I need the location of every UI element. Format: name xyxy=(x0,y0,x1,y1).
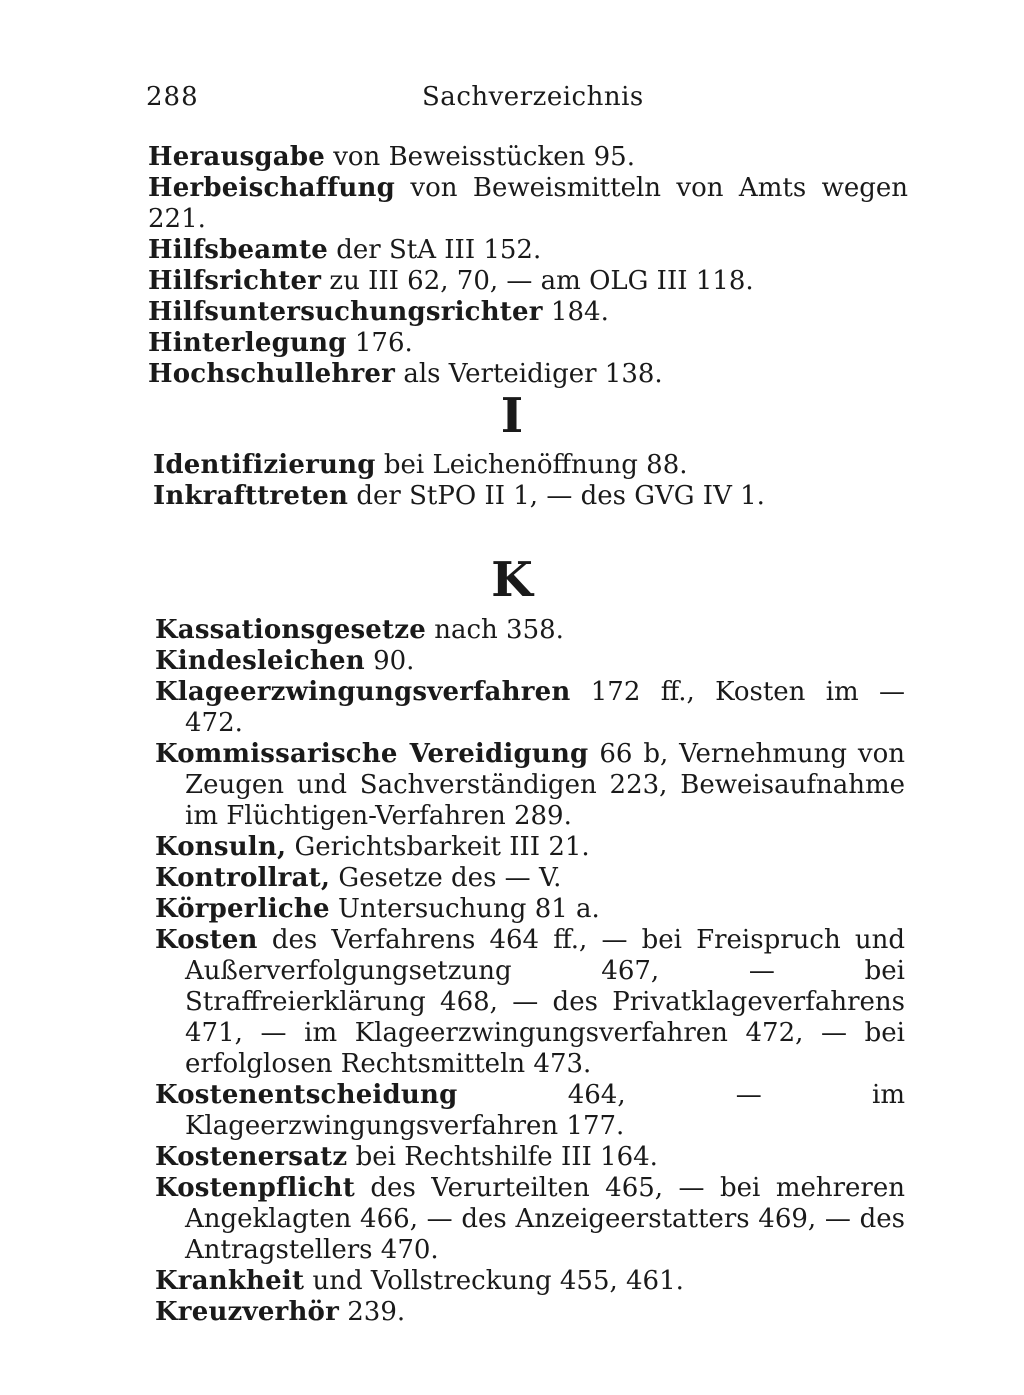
section-k-entries xyxy=(155,615,905,1328)
page-header xyxy=(146,82,644,122)
section-letter-i: I xyxy=(500,388,524,444)
index-entry: Konsuln, Gerichtsbarkeit III 21. xyxy=(155,832,590,862)
index-entry: Hilfsrichter zu III 62, 70, — am OLG III 118. xyxy=(148,266,754,296)
page-number: 288 xyxy=(146,82,199,112)
index-entry: Krankheit und Vollstreckung 455, 461. xyxy=(155,1266,684,1296)
index-entry: Kreuzverhör 239. xyxy=(155,1297,406,1327)
section-h-entries xyxy=(148,142,908,390)
index-entry: Klageerzwingungsverfahren 172 ff., Kosten im — 472. xyxy=(155,677,905,738)
index-entry: Kostenersatz bei Rechtshilfe III 164. xyxy=(155,1142,658,1172)
index-entry: Kassationsgesetze nach 358. xyxy=(155,615,564,645)
section-letter-k: K xyxy=(491,552,533,608)
section-i-entries xyxy=(153,450,913,512)
index-entry: Hilfsbeamte der StA III 152. xyxy=(148,235,542,265)
index-entry: Kommissarische Vereidigung 66 b, Vernehmung von Zeugen und Sachverständigen 223, Beweisaufnahme im Flüchtigen-Verfahren 289. xyxy=(155,739,905,831)
index-entry: Körperliche Untersuchung 81 a. xyxy=(155,894,600,924)
index-entry: Kindesleichen 90. xyxy=(155,646,415,676)
index-entry: Hilfsuntersuchungsrichter 184. xyxy=(148,297,609,327)
index-entry: Hochschullehrer als Verteidiger 138. xyxy=(148,359,663,389)
index-entry: Herbeischaffung von Beweismitteln von Amts wegen 221. xyxy=(148,173,908,234)
index-entry: Hinterlegung 176. xyxy=(148,328,413,358)
index-entry: Kosten des Verfahrens 464 ff., — bei Freispruch und Außerverfolgungsetzung 467, — bei Straffreierklärung 468, — des Privatklageverfahrens 471, — im Klageerzwingungsverfahren 472, — bei erfolglosen Rechtsmitteln 473. xyxy=(155,925,905,1079)
index-entry: Identifizierung bei Leichenöffnung 88. xyxy=(153,450,688,480)
index-entry: Kostenentscheidung 464, — im Klageerzwingungsverfahren 177. xyxy=(155,1080,905,1141)
index-entry: Kostenpflicht des Verurteilten 465, — bei mehreren Angeklagten 466, — des Anzeigeerstatters 469, — des Antragstellers 470. xyxy=(155,1173,905,1265)
index-entry: Inkrafttreten der StPO II 1, — des GVG IV 1. xyxy=(153,481,765,511)
index-entry: Kontrollrat, Gesetze des — V. xyxy=(155,863,562,893)
running-head: Sachverzeichnis xyxy=(422,82,644,112)
index-entry: Herausgabe von Beweisstücken 95. xyxy=(148,142,635,172)
